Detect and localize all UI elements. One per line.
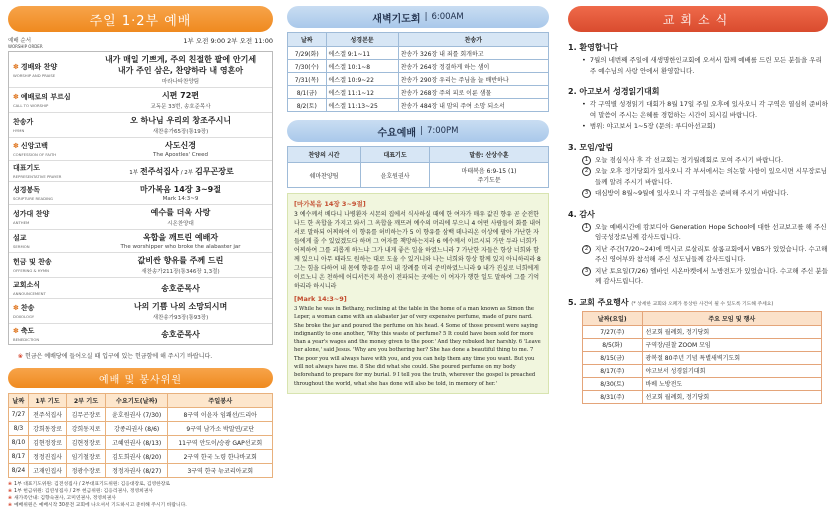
service-banner: 예배 및 봉사위원 <box>8 368 273 388</box>
events-cell: 7/27(주) <box>583 325 643 338</box>
news-body <box>568 222 828 287</box>
dawn-cell: 7/29(화) <box>288 47 327 60</box>
dawn-cell: 에스겔 11:1~12 <box>326 86 398 99</box>
order-sub: Mark 14:3~9 <box>162 196 199 202</box>
events-cell: 광복절 80주년 기념 특별새벽기도회 <box>642 351 821 364</box>
number-badge: 1 <box>582 223 591 232</box>
service-cell: 윤호원권사 (7/30) <box>105 408 168 422</box>
order-label <box>9 205 89 229</box>
news-heading: 4. 감사 <box>568 209 595 219</box>
order-row <box>9 52 272 88</box>
order-row <box>9 205 272 230</box>
order-sub: 새찬송가93장(통93장) <box>152 315 209 321</box>
order-label-en: ANNOUNCEMENT <box>13 291 46 296</box>
service-cell: 7/27 <box>9 408 29 422</box>
order-label-text: 찬송 <box>20 304 35 312</box>
service-cell: 김무곤장로 <box>67 408 106 422</box>
service-note-text: 1부 헌금위원: 김연성집사 / 2부 헌금위원: 김응리권사, 정영희권사 <box>14 489 154 494</box>
order-label-text: 성가대 찬양 <box>13 210 50 218</box>
table-row <box>288 99 549 112</box>
service-note <box>8 495 273 502</box>
service-cell: 11구역 안도이/승광 GAP선교회 <box>168 436 273 450</box>
news-item-text: 지난 토요일(7/26) 엘바인 시온마켓에서 노방전도가 있었습니다. 수고해 주신 분들께 감사드립니다. <box>595 266 828 285</box>
dawn-cell: 7/30(수) <box>288 60 327 73</box>
dawn-header-cell: 찬송가 <box>398 33 548 47</box>
order-label <box>9 230 89 252</box>
dawn-time-sep: | <box>424 12 428 22</box>
news-column <box>568 6 828 404</box>
order-label-en: SERMON <box>13 244 30 249</box>
order-main: 옥합을 깨트린 예배자 <box>142 233 219 242</box>
news-item-text: 오늘 오후 정기당회가 있사오니 각 부서에서는 의논할 사항이 있으시면 시무장로님들께 알려 주시기 바랍니다. <box>595 167 828 186</box>
dawn-prayer-table <box>287 32 549 112</box>
order-label-text: 경배와 찬양 <box>20 62 58 71</box>
service-cell: 정정진집사 <box>28 450 67 464</box>
wed-header-praise: 찬양의 시간 <box>288 147 361 163</box>
order-content <box>89 205 272 229</box>
order-row <box>9 113 272 138</box>
order-sub: 마라나타찬양팀 <box>161 79 200 85</box>
offering-note: ❀ 헌금은 예배당에 들어오실 때 입구에 있는 헌금함에 해 주시기 바랍니다. <box>18 353 213 360</box>
order-label-text: 헌금 및 찬송 <box>13 258 52 266</box>
list-item <box>582 188 828 199</box>
service-times: 1부 오전 9:00 2부 오전 11:00 <box>183 37 273 45</box>
events-cell: 8/15(금) <box>583 351 643 364</box>
events-header-cell: 날짜(요일) <box>583 311 643 325</box>
order-label <box>9 113 89 137</box>
news-item-text: 7월의 네번째 주일에 새생명한인교회에 오셔서 함께 예배를 드린 모든 분들을 우리 주 예수님의 사랑 안에서 환영합니다. <box>589 56 822 75</box>
events-cell: 8/17(주) <box>583 364 643 377</box>
service-cell: 김현정장로 <box>28 436 67 450</box>
events-cell: 야고보서 성경읽기대회 <box>642 364 821 377</box>
list-item <box>582 222 828 243</box>
events-cell: 선교회 월례회, 정기당회 <box>642 390 821 403</box>
wed-header-prayer: 대표기도 <box>361 147 430 163</box>
order-label-en: HYMN <box>13 128 25 133</box>
order-content <box>89 278 272 298</box>
order-row <box>9 253 272 278</box>
order-row <box>9 182 272 205</box>
order-sub: 새찬송가211장(통346장 1,3절) <box>141 269 220 275</box>
service-cell: 8/24 <box>9 464 29 478</box>
note-mark-icon: ❀ <box>18 353 24 360</box>
order-content <box>89 88 272 112</box>
service-header-cell: 날짜 <box>9 394 29 408</box>
wednesday-table <box>287 146 549 188</box>
order-label-en: OFFERING & HYMN <box>13 268 49 273</box>
order-sub: 새찬송가65장(통19장) <box>152 129 209 135</box>
service-cell: 임기철장로 <box>67 450 106 464</box>
order-main: 마가복음 14장 3~9절 <box>140 185 221 194</box>
dawn-cell: 찬송가 484장 내 맘의 주여 소망 되소서 <box>398 99 548 112</box>
order-sub: The Apostles' Creed <box>153 152 208 158</box>
order-label-ko <box>13 209 85 219</box>
order-label-text: 축도 <box>20 327 35 335</box>
wednesday-time-sep: | <box>420 126 423 136</box>
news-section <box>568 42 828 76</box>
prayer-pre: 1부 <box>129 169 139 176</box>
order-label-en: BENEDICTION <box>13 337 40 342</box>
table-row <box>288 60 549 73</box>
order-sub: The worshipper who broke the alabaster jar <box>120 244 241 250</box>
events-note: (* 상세한 교회와 오페가 통상한 사건이 될 수 있도록 기도해 주세요) <box>631 301 774 307</box>
order-content <box>89 253 272 277</box>
dawn-cell: 에스겔 10:9~22 <box>326 73 398 86</box>
events-cell: 8/5(화) <box>583 338 643 351</box>
order-content <box>89 230 272 252</box>
table-row <box>583 338 822 351</box>
events-heading: 5. 교회 주요행사 (* 상세한 교회와 오페가 통상한 사건이 될 수 있도록 기도해 주세요) <box>568 297 774 307</box>
order-label-ko <box>13 163 85 173</box>
dawn-cell: 찬송가 290장 우리는 주님을 늘 배반하나 <box>398 73 548 86</box>
order-label <box>9 253 89 277</box>
order-label-en: WORSHIP AND PRAISE <box>13 72 56 78</box>
order-row <box>9 88 272 113</box>
order-label-ko <box>13 117 85 127</box>
news-banner: 교회소식 <box>568 6 828 32</box>
news-body <box>568 155 828 199</box>
list-item <box>582 99 828 120</box>
bullet-icon: • <box>582 100 586 108</box>
service-cell: 강희동지로 <box>67 422 106 436</box>
wed-prayer-person: 윤호원권사 <box>361 163 430 188</box>
star-icon: ✽ <box>13 142 19 150</box>
service-notes <box>8 481 273 507</box>
order-label-text: 예배로의 부르심 <box>20 93 71 101</box>
order-main: 사도신경 <box>165 141 196 150</box>
service-header-cell: 수요기도(날짜) <box>105 394 168 408</box>
order-main: 나의 기쁨 나의 소망되시며 <box>133 302 228 311</box>
service-note <box>8 502 273 507</box>
number-badge: 3 <box>582 267 591 276</box>
order-main: 송호준목사 <box>161 283 200 293</box>
order-label-en: CALL TO WORSHIP <box>13 103 49 108</box>
order-main-2: 내가 주인 삼은, 찬양하라 내 영혼아 <box>117 66 244 75</box>
note-mark-icon: ❀ <box>8 503 13 507</box>
list-item <box>582 121 828 132</box>
scripture-text-en: 3 While he was in Bethany, reclining at the table in the home of a man known as Simon the Leper, a woman came with an alabaster jar of very expensive perfume, made of pure nard. She broke the jar and poured the perfume on his head. 4 Some of those present were saying indignantly to one another, 'Why this waste of perfume? 5 It could have been sold for more than a year's wages and the money given to the poor.' And they rebuked her harshly. 6 'Leave her alone,' said Jesus. 'Why are you bothering her? She has done a beautiful thing to me. 7 The poor you will always have with you, and you can help them any time you want. But you will not always have me. 8 She did what she could. She poured perfume on my body beforehand to prepare for my burial. 9 I tell you the truth, wherever the gospel is preached throughout the world, what she has done will also be told, in memory of her.' <box>294 306 541 387</box>
table-row <box>9 436 273 450</box>
dawn-cell: 찬송가 268장 주의 피로 이룬 샘물 <box>398 86 548 99</box>
order-sub: 교독문 33번, 송호준목사 <box>150 104 211 110</box>
news-item-text: 범위: 야고보서 1~5장 (문의: 루디아선교회) <box>589 122 716 130</box>
list-item <box>582 55 828 76</box>
service-note <box>8 488 273 495</box>
news-section <box>568 209 828 287</box>
order-label-en: CONFESSION OF FAITH <box>13 152 57 157</box>
order-row <box>9 138 272 161</box>
wed-word: 마태복음 6:9-15 (1) 주기도문 <box>430 163 549 188</box>
order-label-ko <box>13 92 85 102</box>
service-cell: 강희동장로 <box>28 422 67 436</box>
number-badge: 3 <box>582 189 591 198</box>
table-row <box>583 377 822 390</box>
order-label-ko <box>13 326 85 336</box>
dawn-cell: 8/2(토) <box>288 99 327 112</box>
order-row <box>9 230 272 253</box>
order-label-text: 신앙고백 <box>20 142 48 150</box>
service-cell: 8/3 <box>9 422 29 436</box>
prayer-mid: / 2부 <box>180 169 194 176</box>
prayer-column <box>287 6 549 394</box>
service-header-cell: 2부 기도 <box>67 394 106 408</box>
order-label-en: ANTHEM <box>13 220 30 225</box>
dawn-time: 6:00AM <box>431 12 464 22</box>
order-row <box>9 278 272 299</box>
order-label <box>9 161 89 181</box>
wed-praise-team: 쉐마찬양팀 <box>288 163 361 188</box>
table-row <box>288 47 549 60</box>
order-label-text: 성경봉독 <box>13 186 41 194</box>
order-label-ko <box>13 303 85 313</box>
order-sub: 시온찬양대 <box>167 221 194 227</box>
order-main: 예수를 더욱 사랑 <box>150 208 211 217</box>
order-content <box>89 138 272 160</box>
service-cell: 8/10 <box>9 436 29 450</box>
dawn-header-cell: 날짜 <box>288 33 327 47</box>
order-label-ko <box>13 280 85 290</box>
table-row <box>583 364 822 377</box>
service-cell: 고혜연권사 (8/13) <box>105 436 168 450</box>
order-main: 내가 매일 기쁘게, 주의 친절한 팔에 안기세 <box>104 55 257 64</box>
news-heading: 3. 모임/알림 <box>568 142 614 152</box>
service-cell: 9구역 남가소 박말연/교단 <box>168 422 273 436</box>
number-badge: 1 <box>582 156 591 165</box>
table-row <box>9 464 273 478</box>
news-section <box>568 86 828 132</box>
service-cell: 전주석집사 <box>28 408 67 422</box>
order-title-en: WORSHIP ORDER <box>8 44 43 49</box>
wed-header-word: 말씀: 산상수훈 <box>430 147 549 163</box>
order-label-en: SCRIPTURE READING <box>13 196 53 201</box>
note-mark-icon: ❀ <box>8 482 13 487</box>
order-label <box>9 138 89 160</box>
table-row <box>9 422 273 436</box>
events-header-cell: 주요 모임 및 행사 <box>642 311 821 325</box>
table-row <box>9 408 273 422</box>
events-header-row <box>583 311 822 325</box>
worship-order-list <box>8 51 273 345</box>
events-cell: 8/30(토) <box>583 377 643 390</box>
order-label-text: 교회소식 <box>13 281 41 289</box>
events-cell: 구역장/권찰 ZOOM 모임 <box>642 338 821 351</box>
table-row <box>583 390 822 403</box>
order-label <box>9 299 89 323</box>
service-cell: 김현정장로 <box>67 436 106 450</box>
list-item <box>582 166 828 187</box>
table-row <box>288 86 549 99</box>
order-label-ko <box>13 62 85 72</box>
wednesday-title: 수요예배 <box>377 127 417 139</box>
dawn-cell: 찬송가 326장 내 죄를 회개하고 <box>398 47 548 60</box>
service-note-text: 1부 대표기도위원: 김전성집사 / 2부대표기도위원: 김응대장로, 김영한장로 <box>14 482 171 487</box>
order-row <box>9 161 272 182</box>
events-cell: 8/31(주) <box>583 390 643 403</box>
order-content <box>89 299 272 323</box>
list-item <box>582 244 828 265</box>
news-heading: 2. 아고보서 성경읽기대회 <box>568 87 660 96</box>
star-icon: ✽ <box>13 304 19 312</box>
dawn-header-cell: 성경본문 <box>326 33 398 47</box>
note-mark-icon: ❀ <box>8 489 13 494</box>
news-item-text: 지난 주간(7/20~24)에 멕시코 로살리토 살롬교회에서 VBS가 있었습니다. 수고해 주신 영어부와 참석해 주신 성도님들께 감사드립니다. <box>595 244 828 263</box>
service-note-text: 새가족안내: 김향숙권사, 고미연권사, 정영희권사 <box>14 496 116 501</box>
news-item-text: 오늘 점심식사 후 각 선교회는 정기월례회로 모여 주시기 바랍니다. <box>595 155 784 164</box>
dawn-cell: 에스겔 10:1~8 <box>326 60 398 73</box>
news-item-text: 대심방이 8월~9월에 있사오니 각 구역들은 준비해 주시기 바랍니다. <box>595 189 789 197</box>
number-badge: 2 <box>582 245 591 254</box>
bullet-icon: • <box>582 122 586 130</box>
scripture-text-ko: 3 예수께서 베다니 나병환자 시몬의 집에서 식사하실 때에 한 여자가 매우 값진 향유 곧 순전한 나드 한 옥합을 가지고 와서 그 옥합을 깨뜨려 예수의 머리에 부으니 4 어떤 사람들이 화를 내어 서로 말하되 어찌하여 이 향유를 허비하는가 5 이 향유를 삼백 데나리온 이상에 팔아 가난한 자들에게 줄 수 있었겠도다 하며 그 여자를 책망하는지라 6 예수께서 이르시되 가만 두라 너희가 어찌하여 그를 괴롭게 하느냐 그가 내게 좋은 일을 하였느니라 7 가난한 자들은 항상 너희와 함께 있으니 아무 때라도 원하는 대로 도울 수 있거니와 나는 너희와 항상 함께 있지 아니하리라 8 그는 힘을 다하여 내 몸에 향유를 부어 내 장례를 미리 준비하였느니라 9 내가 진실로 너희에게 이르노니 온 천하에 어디서든지 복음이 전파되는 곳에는 이 여자가 행한 일도 말하여 그를 기억하리라 하시니라 <box>294 211 541 290</box>
order-label <box>9 182 89 204</box>
dawn-cell: 에스겔 9:1~11 <box>326 47 398 60</box>
order-main: 오 하나님 우리의 창조주시니 <box>129 116 232 125</box>
prayer-line <box>127 166 234 177</box>
events-cell: 바베 노방전도 <box>642 377 821 390</box>
dawn-cell: 7/31(목) <box>288 73 327 86</box>
table-row <box>288 73 549 86</box>
order-label-en: DOXOLOGY <box>13 314 35 319</box>
scripture-box <box>287 193 549 394</box>
dawn-cell: 찬송가 264장 정결하게 하는 샘이 <box>398 60 548 73</box>
events-section <box>568 297 828 404</box>
table-row <box>583 325 822 338</box>
order-content <box>89 182 272 204</box>
service-cell: 8구역 이윤자 임쾌선/드리아 <box>168 408 273 422</box>
order-content <box>89 113 272 137</box>
order-main: 송호준목사 <box>161 329 200 339</box>
service-cell: 강종리권사 (8/6) <box>105 422 168 436</box>
dawn-header-row <box>288 33 549 47</box>
service-cell: 고재인집사 <box>28 464 67 478</box>
service-header-cell: 주일봉사 <box>168 394 273 408</box>
wednesday-banner <box>287 120 549 142</box>
service-cell: 2구역 한국 노령 한나바교회 <box>168 450 273 464</box>
star-icon: ✽ <box>13 327 19 335</box>
service-cell: 김도희권사 (8/20) <box>105 450 168 464</box>
service-note-text: 예배위원은 예배시작 30분전 교회에 나오셔서 기도하시고 준비해 주시기 바랍니다. <box>14 503 187 507</box>
events-cell: 선교회 월례회, 정기당회 <box>642 325 821 338</box>
events-table <box>582 311 822 404</box>
news-item-text: 각 구역별 성경읽기 대회가 8월 17일 주일 오후에 있사오니 각 구역은 열심히 준비하여 말씀이 주시는 은혜를 경험하는 시간이 되시길 바랍니다. <box>589 100 828 119</box>
dawn-cell: 8/1(금) <box>288 86 327 99</box>
news-sections <box>568 42 828 287</box>
dawn-cell: 에스겔 11:13~25 <box>326 99 398 112</box>
order-row <box>9 324 272 344</box>
star-icon: ✽ <box>13 93 19 101</box>
worship-column <box>8 6 273 507</box>
list-item <box>582 266 828 287</box>
order-label-ko <box>13 141 85 151</box>
service-cell: 정광수장로 <box>67 464 106 478</box>
number-badge: 2 <box>582 167 591 176</box>
wednesday-time: 7:00PM <box>426 126 459 136</box>
order-main: 시편 72편 <box>161 91 200 100</box>
bullet-icon: • <box>582 56 586 64</box>
order-label <box>9 324 89 344</box>
service-table <box>8 393 273 478</box>
service-header-row <box>9 394 273 408</box>
order-main: 값비싼 향유를 주께 드린 <box>137 256 224 265</box>
service-header-cell: 1부 기도 <box>28 394 67 408</box>
order-content <box>89 161 272 181</box>
order-label-en: REPRESENTATIVE PRAYER <box>13 174 62 179</box>
list-item <box>582 155 828 166</box>
order-label <box>9 278 89 298</box>
order-label-ko <box>13 257 85 267</box>
news-body <box>568 55 828 76</box>
prayer-main_b: 김무곤장로 <box>195 166 234 176</box>
news-heading: 1. 환영합니다 <box>568 43 619 52</box>
news-body <box>568 99 828 132</box>
order-label-text: 설교 <box>13 234 27 242</box>
news-item-text: 오늘 예배시간에 캄보디아 Generation Hope School에 대한 선교보고를 해 주신 임국성장로님께 감사드립니다. <box>595 222 827 241</box>
note-mark-icon: ❀ <box>8 496 13 501</box>
order-content <box>89 324 272 344</box>
service-cell: 정정자권사 (8/27) <box>105 464 168 478</box>
dawn-prayer-banner <box>287 6 549 28</box>
worship-banner: 주일 1·2부 예배 <box>8 6 273 32</box>
order-label-text: 찬송가 <box>13 118 34 126</box>
scripture-ref-ko: [마가복음 14장 3~9절] <box>294 200 366 208</box>
order-label-text: 대표기도 <box>13 164 41 172</box>
news-section <box>568 142 828 199</box>
order-content <box>89 52 272 87</box>
scripture-ref-en: [Mark 14:3~9] <box>294 295 347 303</box>
order-row <box>9 299 272 324</box>
order-label-ko <box>13 233 85 243</box>
order-label-ko <box>13 185 85 195</box>
service-cell: 3구역 한국 뉴코리아교회 <box>168 464 273 478</box>
order-label <box>9 88 89 112</box>
star-icon: ✽ <box>13 62 19 71</box>
service-note <box>8 481 273 488</box>
order-title-ko: 예배 순서 <box>8 38 32 44</box>
worship-order-header <box>8 36 273 49</box>
order-label <box>9 52 89 87</box>
service-cell: 8/17 <box>9 450 29 464</box>
table-row <box>9 450 273 464</box>
prayer-main: 전주석집사 <box>140 166 179 176</box>
dawn-title: 새벽기도회 <box>372 13 421 25</box>
table-row <box>583 351 822 364</box>
